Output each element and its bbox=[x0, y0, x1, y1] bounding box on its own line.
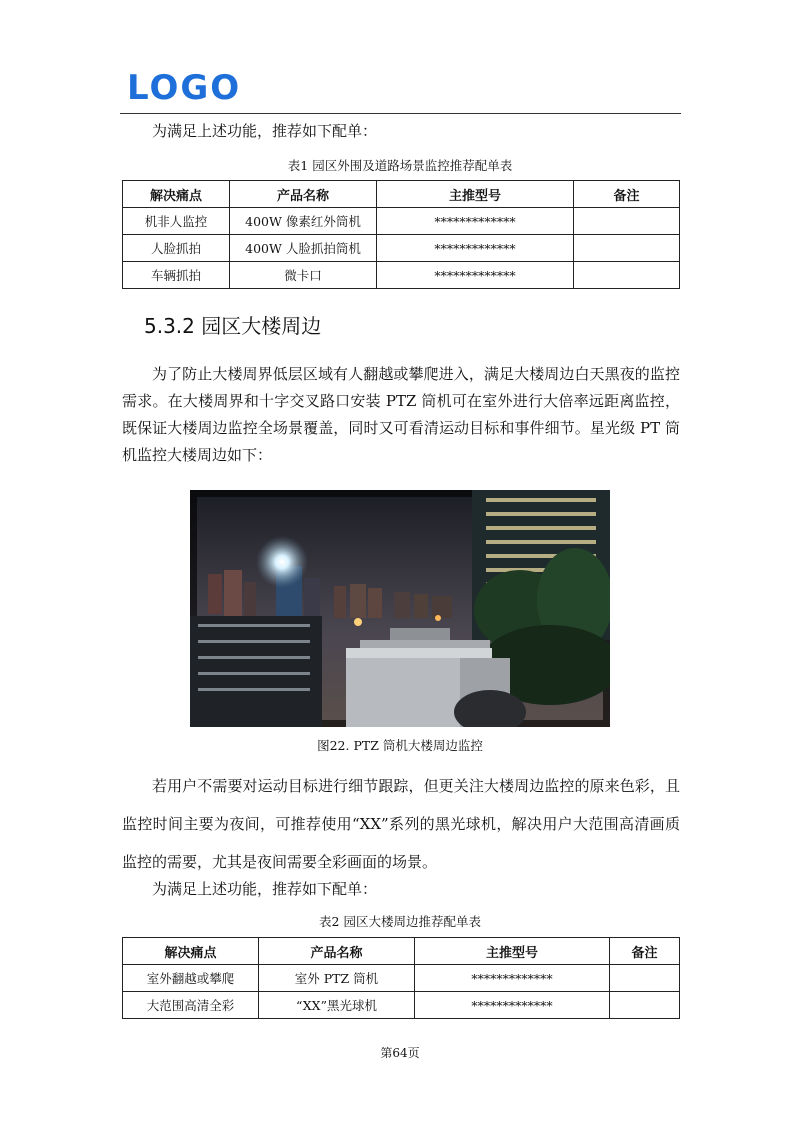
table-row bbox=[123, 235, 680, 262]
table-cell: 室外 PTZ 筒机 bbox=[259, 965, 415, 992]
page-number: 第64页 bbox=[380, 1046, 420, 1060]
table-header-row bbox=[123, 181, 680, 208]
body-paragraph-1: 为了防止大楼周界低层区域有人翻越或攀爬进入，满足大楼周边白天黑夜的监控需求。在大楼周界和十字交叉路口安装 PTZ 筒机可在室外进行大倍率远距离监控，既保证大楼周边监控全场景覆盖，同时又可看清运动目标和事件细节。星光级 PT 筒机监控大楼周边如下： bbox=[122, 365, 680, 464]
table-cell bbox=[610, 992, 680, 1019]
table-cell: 人脸抓拍 bbox=[123, 235, 230, 262]
table-cell: ************* bbox=[415, 965, 610, 992]
table1 bbox=[122, 180, 680, 289]
table-cell: 机非人监控 bbox=[123, 208, 230, 235]
table-cell bbox=[574, 262, 680, 289]
table-cell: “XX”黑光球机 bbox=[259, 992, 415, 1019]
table-cell: 微卡口 bbox=[230, 262, 377, 289]
table-row bbox=[123, 965, 680, 992]
table-cell: 400W 像素红外筒机 bbox=[230, 208, 377, 235]
table2-caption: 表2 园区大楼周边推荐配单表 bbox=[319, 914, 481, 929]
night-building-photo bbox=[190, 490, 610, 727]
table2 bbox=[122, 937, 680, 1019]
logo: LOGO bbox=[127, 68, 242, 108]
table-row bbox=[123, 992, 680, 1019]
table-row bbox=[123, 262, 680, 289]
table-row bbox=[123, 208, 680, 235]
table-cell bbox=[574, 235, 680, 262]
table-header-row bbox=[123, 938, 680, 965]
column-header: 产品名称 bbox=[259, 938, 415, 965]
table-cell: 车辆抓拍 bbox=[123, 262, 230, 289]
column-header: 主推型号 bbox=[377, 181, 574, 208]
table-cell bbox=[574, 208, 680, 235]
column-header: 备注 bbox=[610, 938, 680, 965]
table-cell bbox=[610, 965, 680, 992]
header-divider bbox=[120, 113, 681, 114]
table-cell: 室外翻越或攀爬 bbox=[123, 965, 259, 992]
column-header: 备注 bbox=[574, 181, 680, 208]
intro-paragraph-1: 为满足上述功能，推荐如下配单： bbox=[152, 122, 378, 140]
section-heading: 5.3.2 园区大楼周边 bbox=[144, 314, 322, 338]
table-cell: ************* bbox=[377, 208, 574, 235]
table-cell: 400W 人脸抓拍筒机 bbox=[230, 235, 377, 262]
column-header: 解决痛点 bbox=[123, 938, 259, 965]
column-header: 解决痛点 bbox=[123, 181, 230, 208]
intro-paragraph-2: 为满足上述功能，推荐如下配单： bbox=[152, 880, 378, 898]
table-cell: ************* bbox=[377, 262, 574, 289]
table-cell: 大范围高清全彩 bbox=[123, 992, 259, 1019]
body-paragraph-2: 若用户不需要对运动目标进行细节跟踪，但更关注大楼周边监控的原来色彩，且监控时间主要为夜间，可推荐使用“XX”系列的黑光球机，解决用户大范围高清画质监控的需要，尤其是夜间需要全彩画面的场景。 bbox=[122, 777, 680, 871]
table-cell: ************* bbox=[415, 992, 610, 1019]
table-cell: ************* bbox=[377, 235, 574, 262]
column-header: 产品名称 bbox=[230, 181, 377, 208]
column-header: 主推型号 bbox=[415, 938, 610, 965]
figure-caption: 图22. PTZ 筒机大楼周边监控 bbox=[317, 738, 483, 753]
table1-caption: 表1 园区外围及道路场景监控推荐配单表 bbox=[287, 158, 513, 173]
